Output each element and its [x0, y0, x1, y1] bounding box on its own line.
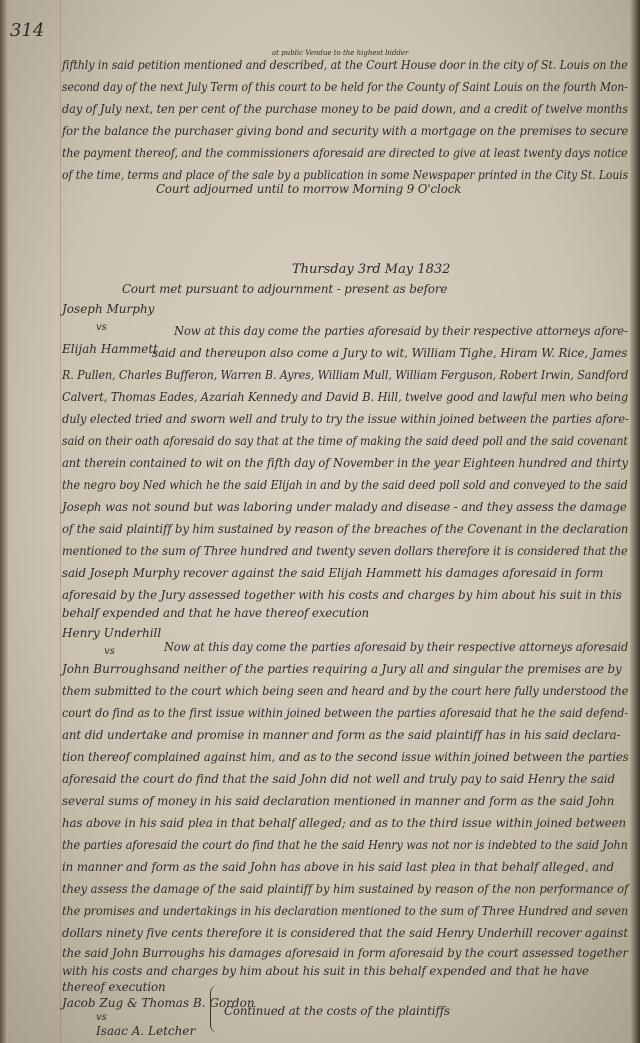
- text-line: the promises and undertakings in his declaration mentioned to the sum of Three Hundred and seven: [62, 904, 629, 918]
- text-line: aforesaid the court do find that the said John did not well and truly pay to said Henry the said: [62, 772, 615, 786]
- text-line: they assess the damage of the said plaintiff by him sustained by reason of the non performance of: [62, 882, 629, 896]
- case2-vs: vs: [104, 646, 115, 657]
- case1-defendant: Elijah Hammett: [62, 342, 158, 356]
- page-left-edge: [0, 0, 8, 1043]
- text-line: the negro boy Ned which he the said Elijah in and by the said deed poll sold and conveyed to the said: [62, 478, 628, 492]
- text-line: Now at this day come the parties aforesaid by their respective attorneys aforesaid: [164, 640, 629, 654]
- text-line: R. Pullen, Charles Bufferon, Warren B. Ayres, William Mull, William Ferguson, Robert Irwin, Sandford: [62, 368, 629, 382]
- text-line: of the said plaintiff by him sustained by reason of the breaches of the Covenant in the declaration: [62, 522, 629, 536]
- case3-vs: vs: [96, 1012, 107, 1023]
- case3-ruling: Continued at the costs of the plaintiffs: [224, 1004, 450, 1018]
- case1-vs: vs: [96, 322, 107, 333]
- text-line: said on their oath aforesaid do say that at the time of making the said deed poll and the said covenant: [62, 434, 628, 448]
- text-line: said Joseph Murphy recover against the said Elijah Hammett his damages aforesaid in form: [62, 566, 604, 580]
- text-line: duly elected tried and sworn well and truly to try the issue within joined between the parties afore-: [62, 412, 629, 426]
- case1-plaintiff: Joseph Murphy: [62, 302, 155, 316]
- text-line: Now at this day come the parties aforesaid by their respective attorneys afore-: [174, 324, 628, 338]
- text-line: has above in his said plea in that behalf alleged; and as to the third issue within joined between: [62, 816, 627, 830]
- text-line: of the time, terms and place of the sale by a publication in some Newspaper printed in the City St. Louis: [62, 168, 629, 182]
- text-line: and neither of the parties requiring a Jury all and singular the premises are by: [158, 662, 622, 676]
- text-line: court do find as to the first issue within joined between the parties aforesaid that he the said defend-: [62, 706, 629, 720]
- case2-defendant: John Burroughs: [62, 662, 158, 676]
- text-line: tion thereof complained against him, and as to the second issue within joined between the parties: [62, 750, 629, 764]
- text-line: for the balance the purchaser giving bond and security with a mortgage on the premises to secure: [62, 124, 629, 138]
- adjournment-note: Court adjourned until to morrow Morning 9 O'clock: [156, 182, 462, 196]
- interlineation: at public Vendue to the highest bidder: [272, 49, 409, 57]
- text-line: with his costs and charges by him about his suit in this behalf expended and that he have: [62, 964, 589, 978]
- case3-plaintiffs: Jacob Zug & Thomas B. Gordon: [62, 996, 255, 1010]
- text-line: aforesaid by the Jury assessed together with his costs and charges by him about his suit in this: [62, 588, 622, 602]
- text-line: thereof execution: [62, 980, 166, 994]
- margin-rule: [60, 0, 61, 1043]
- text-line: ant did undertake and promise in manner and form as the said plaintiff has in his said declara-: [62, 728, 621, 742]
- court-met-note: Court met pursuant to adjournment - present as before: [122, 282, 448, 296]
- text-line: day of July next, ten per cent of the purchase money to be paid down, and a credit of twelve months: [62, 102, 629, 116]
- text-line: second day of the next July Term of this court to be held for the County of Saint Louis on the fourth Mon-: [62, 80, 628, 94]
- date-heading: Thursday 3rd May 1832: [292, 262, 451, 277]
- text-line: said and thereupon also come a Jury to wit, William Tighe, Hiram W. Rice, James: [152, 346, 628, 360]
- text-line: dollars ninety five cents therefore it is considered that the said Henry Underhill recover against: [62, 926, 628, 940]
- text-line: several sums of money in his said declaration mentioned in manner and form as the said John: [62, 794, 615, 808]
- text-line: Calvert, Thomas Eades, Azariah Kennedy and David B. Hill, twelve good and lawful men who being: [62, 390, 629, 404]
- case2-plaintiff: Henry Underhill: [62, 626, 162, 640]
- text-line: them submitted to the court which being seen and heard and by the court here fully understood the: [62, 684, 629, 698]
- case3-defendant: Isaac A. Letcher: [96, 1024, 196, 1038]
- text-line: mentioned to the sum of Three hundred and twenty seven dollars therefore it is considered that the: [62, 544, 628, 558]
- text-line: the payment thereof, and the commissioners aforesaid are directed to give at least twenty days notice: [62, 146, 628, 160]
- page-number: 314: [10, 20, 45, 41]
- page-right-edge: [630, 0, 640, 1043]
- case-brace: [210, 985, 223, 1033]
- text-line: Joseph was not sound but was laboring under malady and disease - and they assess the damage: [62, 500, 627, 514]
- text-line: ant therein contained to wit on the fifth day of November in the year Eighteen hundred and thirty: [62, 456, 628, 470]
- text-line: in manner and form as the said John has above in his said last plea in that behalf alleged, and: [62, 860, 615, 874]
- text-line: the parties aforesaid the court do find that he the said Henry was not nor is indebted to the said John: [62, 838, 628, 852]
- text-line: fifthly in said petition mentioned and described, at the Court House door in the city of St. Louis on the: [62, 58, 628, 72]
- text-line: the said John Burroughs his damages aforesaid in form aforesaid by the court assessed together: [62, 946, 628, 960]
- text-line: behalf expended and that he have thereof execution: [62, 606, 369, 620]
